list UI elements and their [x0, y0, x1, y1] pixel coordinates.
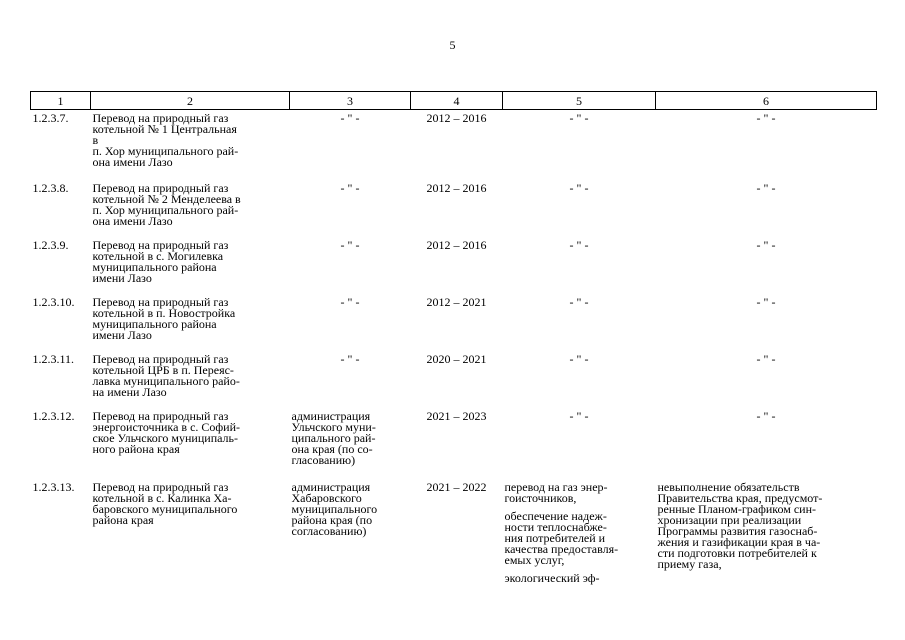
measure-name — [91, 294, 290, 351]
risk-cell: - " - — [756, 408, 776, 423]
text-line: хронизации при реализации — [657, 512, 802, 527]
table-row — [31, 237, 877, 294]
result-cell: - " - — [569, 237, 589, 252]
row-number: 1.2.3.8. — [32, 180, 69, 195]
period-cell: 2021 – 2022 — [426, 479, 487, 494]
header-cell-4: 4 — [411, 92, 503, 110]
executor-cell: - " - — [340, 351, 360, 366]
text-line: Ульчского муни- — [291, 419, 376, 434]
text-line: Хабаровского — [291, 490, 362, 505]
text-line: Перевод на природный газ — [92, 180, 229, 195]
text-line: приему газа, — [657, 556, 722, 571]
text-line: муниципального района — [92, 259, 217, 274]
text-line: ния потребителей и — [504, 530, 606, 545]
period-cell: 2012 – 2016 — [426, 111, 487, 125]
text-line: качества предоставля- — [504, 541, 619, 556]
header-cell-6: 6 — [656, 92, 877, 110]
text-line: Перевод на природный газ — [92, 294, 229, 309]
measure-name — [91, 351, 290, 408]
period-cell: 2012 – 2021 — [426, 294, 487, 309]
text-line: п. Хор муниципального рай- — [92, 202, 239, 217]
text-line: ренные Планом-графиком син- — [657, 501, 817, 516]
text-line: котельной в с. Калинка Ха- — [92, 490, 232, 505]
text-line: администрация — [291, 408, 371, 423]
text-line: котельной № 2 Менделеева в — [92, 191, 241, 206]
text-line: района края — [92, 512, 154, 527]
text-line: котельной ЦРБ в п. Переяс- — [92, 362, 234, 377]
text-line: администрация — [291, 479, 371, 494]
text-line: Перевод на природный газ — [92, 111, 229, 125]
period-cell: 2021 – 2023 — [426, 408, 487, 423]
result-cell: - " - — [569, 111, 589, 125]
header-cell-1: 1 — [31, 92, 91, 110]
text-line: ское Ульчского муниципаль- — [92, 430, 239, 445]
text-line: ципального рай- — [291, 430, 376, 445]
period-cell: 2020 – 2021 — [426, 351, 487, 366]
text-line: лавка муниципального райо- — [92, 373, 240, 388]
text-line: Программы развития газоснаб- — [657, 523, 818, 538]
table-row — [31, 180, 877, 237]
text-line: имени Лазо — [92, 327, 152, 342]
measure-name — [91, 237, 290, 294]
measure-name — [91, 180, 290, 237]
row-number: 1.2.3.7. — [32, 111, 69, 125]
result-cell: - " - — [569, 294, 589, 309]
row-number: 1.2.3.13. — [32, 479, 75, 494]
text-line: района края (по — [291, 512, 373, 527]
text-line: Перевод на природный газ — [92, 237, 229, 252]
period-cell: 2012 – 2016 — [426, 180, 487, 195]
executor-cell: - " - — [340, 237, 360, 252]
result-paragraph — [504, 508, 654, 567]
text-line: гоисточников, — [504, 490, 577, 505]
row-number: 1.2.3.10. — [32, 294, 75, 309]
text-line: энергоисточника в с. Софий- — [92, 419, 241, 434]
text-line: п. Хор муниципального рай- — [92, 144, 239, 158]
text-line: муниципального района — [92, 316, 217, 331]
text-line: жения и газификации края в ча- — [657, 534, 821, 549]
result-cell — [503, 479, 656, 599]
text-line: котельной в п. Новостройка — [92, 305, 236, 320]
risk-cell: - " - — [756, 294, 776, 309]
table-row — [31, 479, 877, 599]
header-cell-5: 5 — [503, 92, 656, 110]
measure-name — [91, 110, 290, 180]
risk-cell: - " - — [756, 180, 776, 195]
risk-cell — [656, 479, 877, 599]
text-line: Перевод на природный газ — [92, 408, 229, 423]
measures-table — [30, 91, 877, 599]
text-line: ности теплоснабже- — [504, 519, 607, 534]
header-cell-2: 2 — [91, 92, 290, 110]
risk-cell: - " - — [756, 351, 776, 366]
table-row — [31, 294, 877, 351]
text-line: котельной № 1 Центральная — [92, 122, 237, 136]
text-line: она края (по со- — [291, 441, 373, 456]
text-line: ного района края — [92, 441, 180, 456]
risk-cell: - " - — [756, 111, 776, 125]
text-line: имени Лазо — [92, 270, 152, 285]
header-row — [31, 92, 877, 110]
text-line: сти подготовки потребителей к — [657, 545, 817, 560]
text-line: баровского муниципального — [92, 501, 238, 516]
text-line: муниципального — [291, 501, 378, 516]
header-cell-3: 3 — [290, 92, 411, 110]
result-paragraph — [504, 570, 654, 585]
risk-cell: - " - — [756, 237, 776, 252]
text-line: невыполнение обязательств — [657, 479, 800, 494]
row-number: 1.2.3.11. — [32, 351, 75, 366]
executor-cell: - " - — [340, 180, 360, 195]
table-row — [31, 408, 877, 479]
result-cell: - " - — [569, 180, 589, 195]
result-cell: - " - — [569, 351, 589, 366]
row-number: 1.2.3.9. — [32, 237, 69, 252]
text-line: согласованию) — [291, 523, 367, 538]
text-line: Правительства края, предусмот- — [657, 490, 823, 505]
period-cell: 2012 – 2016 — [426, 237, 487, 252]
text-line: она имени Лазо — [92, 213, 173, 228]
page-number: 5 — [449, 38, 456, 52]
text-line: емых услуг, — [504, 552, 565, 567]
text-line: экологический эф- — [504, 570, 600, 585]
text-line: Перевод на природный газ — [92, 479, 229, 494]
table-row — [31, 351, 877, 408]
measure-name — [91, 479, 290, 599]
table-row — [31, 110, 877, 180]
text-line: она имени Лазо — [92, 155, 173, 169]
result-cell: - " - — [569, 408, 589, 423]
text-line: на имени Лазо — [92, 384, 167, 399]
measure-name — [91, 408, 290, 479]
executor-cell — [290, 408, 411, 479]
text-line: перевод на газ энер- — [504, 479, 608, 494]
text-line: в — [92, 133, 99, 147]
executor-cell: - " - — [340, 111, 360, 125]
text-line: Перевод на природный газ — [92, 351, 229, 366]
text-line: гласованию) — [291, 452, 356, 467]
row-number: 1.2.3.12. — [32, 408, 75, 423]
text-line: котельной в с. Могилевка — [92, 248, 224, 263]
text-line: обеспечение надеж- — [504, 508, 607, 523]
executor-cell: - " - — [340, 294, 360, 309]
executor-cell — [290, 479, 411, 599]
result-paragraph — [504, 479, 654, 505]
